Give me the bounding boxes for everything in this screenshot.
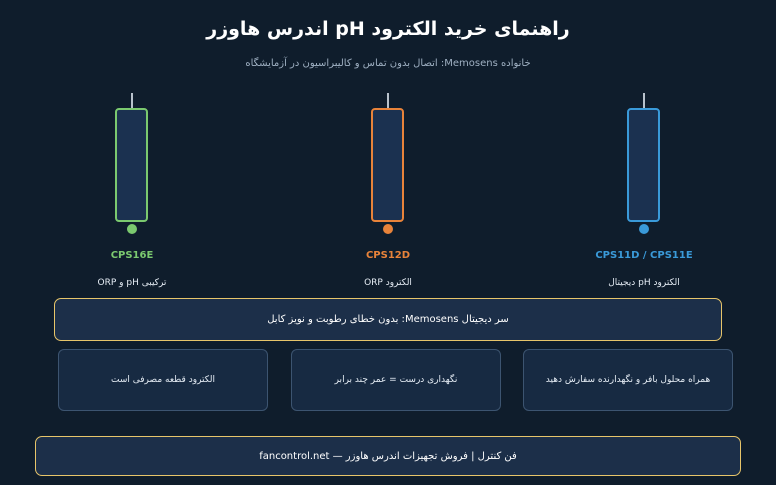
electrode-body — [115, 108, 148, 222]
tip-text: نگهداری درست = عمر چند برابر — [334, 375, 458, 385]
electrode-description: الکترود pH دیجیتال — [608, 278, 680, 288]
electrode-tip — [639, 224, 649, 234]
footer-banner — [35, 436, 741, 476]
electrode-tip — [127, 224, 137, 234]
electrode-description: ترکیبی pH و ORP — [97, 278, 167, 288]
electrode-cable — [131, 93, 133, 109]
electrode-body — [627, 108, 660, 222]
tip-text: همراه محلول بافر و نگهدارنده سفارش دهید — [545, 375, 711, 385]
electrode-cable — [643, 93, 645, 109]
electrode-body — [371, 108, 404, 222]
tip-card — [58, 349, 268, 411]
memosens-banner — [54, 298, 722, 341]
electrode-model-label: CPS16E — [110, 250, 154, 261]
tip-text: الکترود قطعه مصرفی است — [111, 375, 215, 385]
page-subtitle: خانواده Memosens: اتصال بدون تماس و کالیبراسیون در آزمایشگاه — [245, 58, 531, 69]
electrode-description: الکترود ORP — [364, 278, 412, 288]
footer-text: فن کنترل | فروش تجهیزات اندرس هاوزر — fancontrol.net — [259, 450, 517, 462]
tip-card — [291, 349, 501, 411]
electrode-model-label: CPS12D — [365, 250, 411, 261]
page-title: راهنمای خرید الکترود pH اندرس هاوزر — [206, 18, 570, 40]
electrode-cable — [387, 93, 389, 109]
electrode-model-label: CPS11D / CPS11E — [595, 250, 693, 261]
memosens-banner-text: سر دیجیتال Memosens: بدون خطای رطوبت و نویز کابل — [267, 314, 509, 325]
tip-card — [523, 349, 733, 411]
electrode-tip — [383, 224, 393, 234]
